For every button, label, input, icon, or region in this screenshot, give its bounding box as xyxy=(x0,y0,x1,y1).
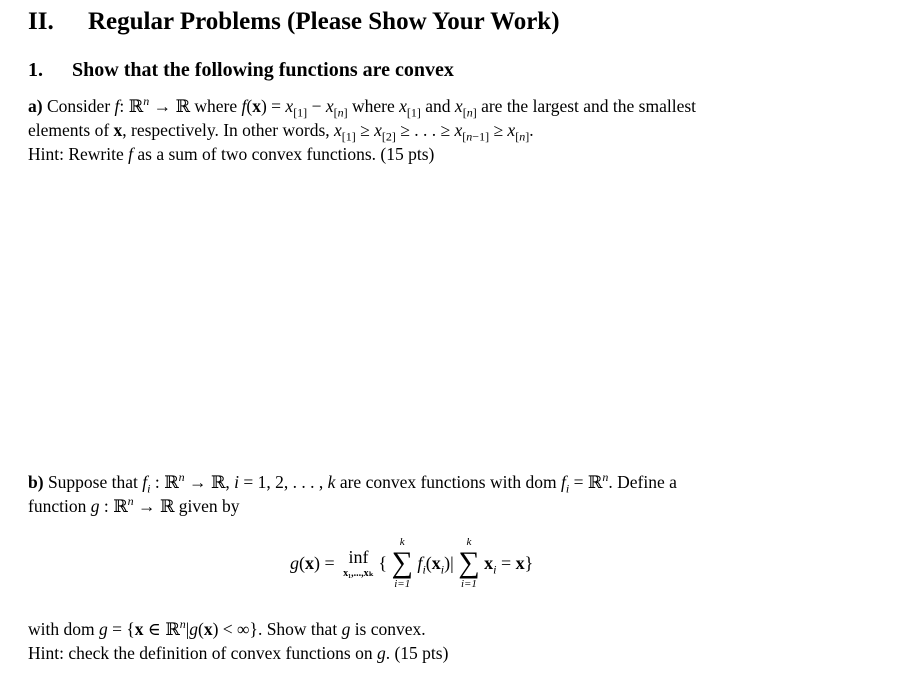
part-b-dom: with dom g = {x ∈ ℝ$^n$|g(x) < ∞}. Show that g is convex. xyxy=(28,617,426,639)
part-b-line1: b) Suppose that $f_i$ : ℝ$^n$ → ℝ, i = 1, 2, . . . , k are convex functions with dom $f_i$ = ℝ$^n$. Define a xyxy=(28,470,677,496)
part-b-hint: Hint: check the definition of convex functions on g. (15 pts) xyxy=(28,643,449,663)
section-heading xyxy=(28,8,560,36)
section-title: Regular Problems (Please Show Your Work) xyxy=(88,8,560,35)
part-a-line1: a) Consider f: ℝ$^n$ → ℝ where $f(x) = x_{[1]} - x_{[n]}$ where $x_{[1]}$ and $x_{[n]}$ are the largest and the smallest xyxy=(28,94,697,120)
problem-heading xyxy=(28,59,454,82)
inf-convolution-equation: g(x) = inf x₁,...,xₖ { k ∑ i=1 $f_i(x_i)|$ k ∑ i=1 $x_i = x$} xyxy=(290,536,534,590)
part-b-line2: function g : ℝ$^n$ → ℝ given by xyxy=(28,494,240,516)
problem-number: 1. xyxy=(28,59,43,81)
part-b-label: b) xyxy=(28,472,44,492)
problem-title: Show that the following functions are convex xyxy=(72,59,454,81)
part-a-hint: Hint: Rewrite f as a sum of two convex functions. (15 pts) xyxy=(28,144,435,164)
part-a-line2: elements of x, respectively. In other words, $x_{[1]} \ge x_{[2]}$ ≥ . . . ≥ $x_{[n-1]} \ge x_{[n]}$. xyxy=(28,120,534,144)
section-number: II. xyxy=(28,8,54,35)
part-a-label: a) xyxy=(28,96,43,116)
